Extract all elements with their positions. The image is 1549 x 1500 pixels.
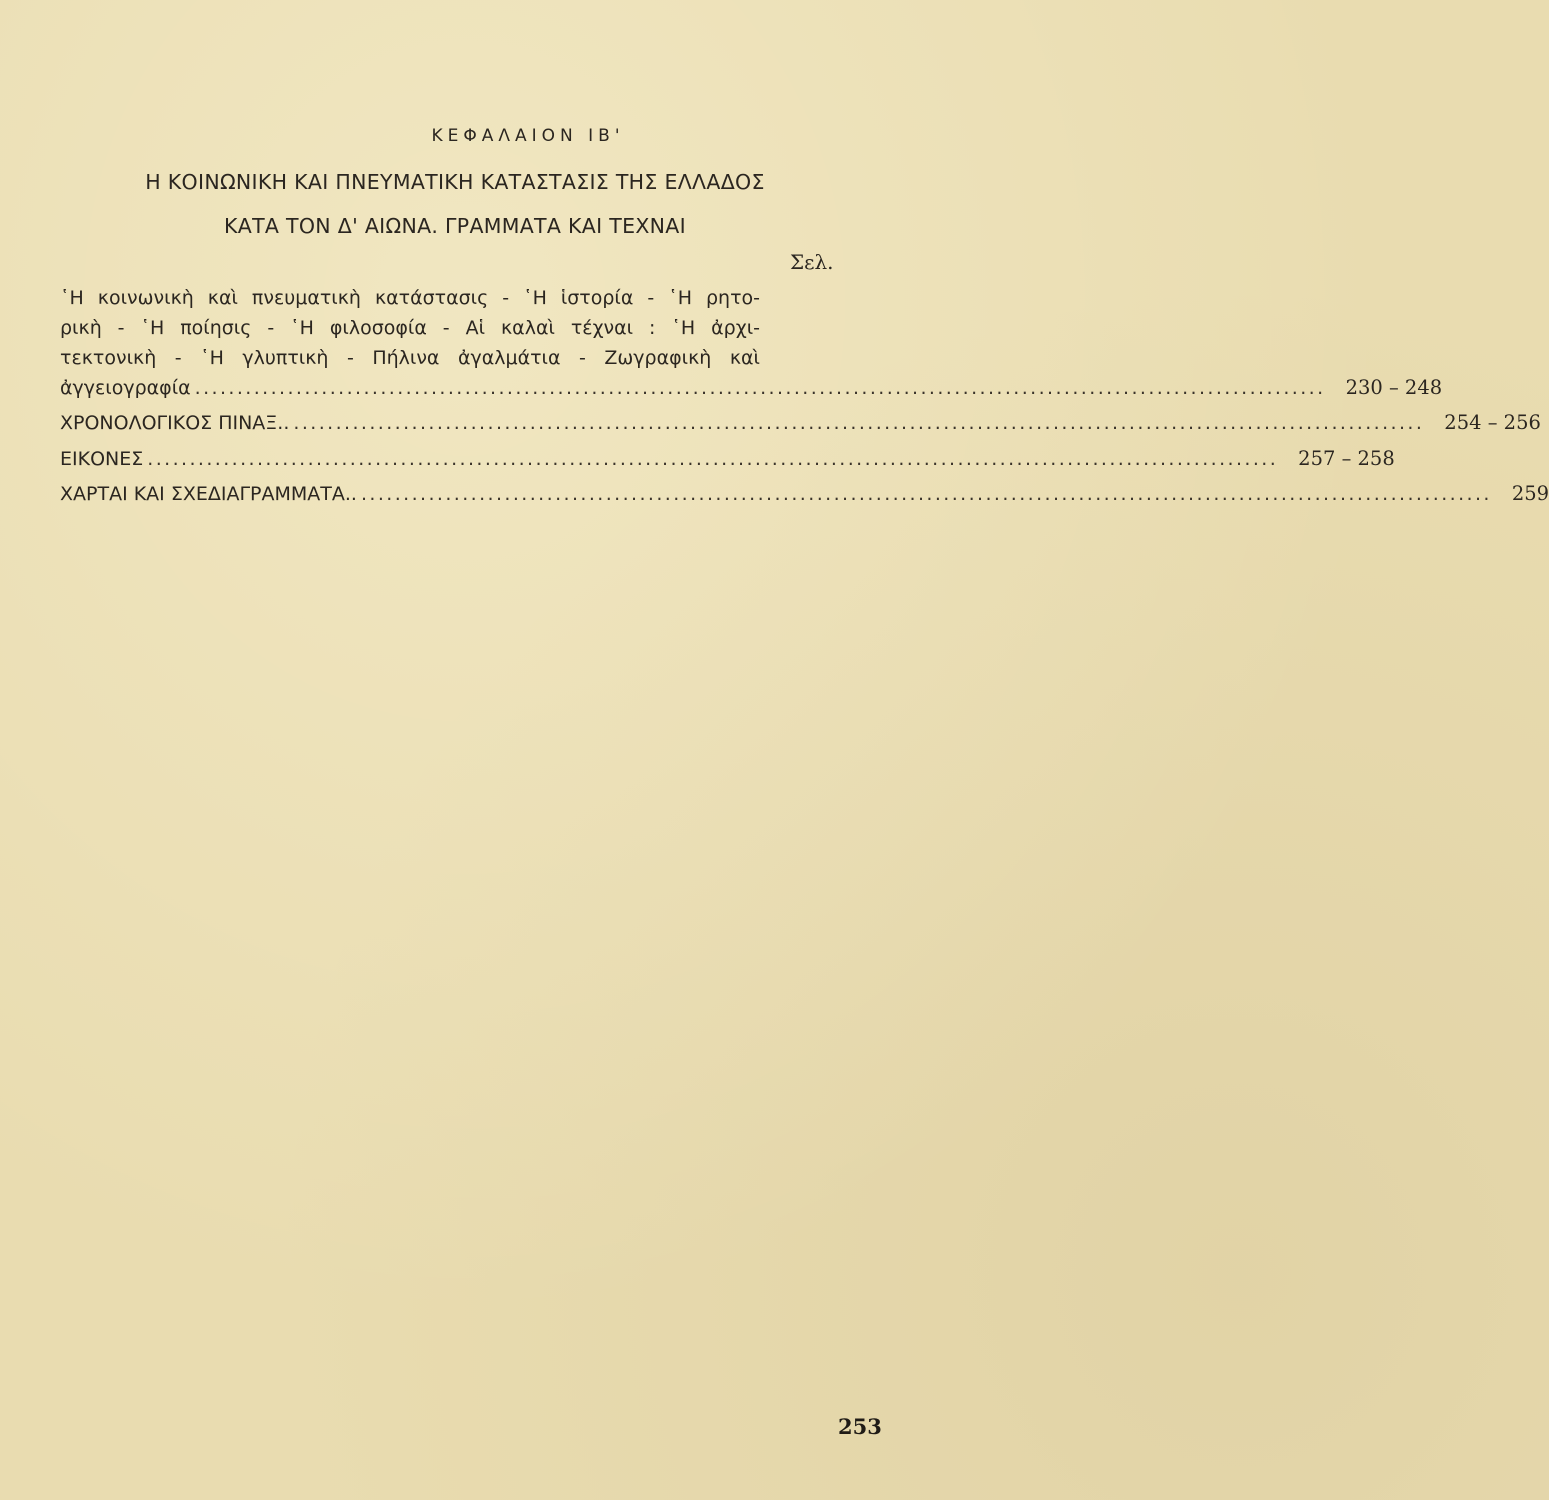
chapter-label: ΚΕΦΑΛΑΙΟΝ ΙΒ' bbox=[431, 126, 625, 146]
toc-entry-maps bbox=[60, 479, 1549, 509]
page-number: 253 bbox=[838, 1414, 882, 1439]
toc-entry-label: ΧΡΟΝΟΛΟΓΙΚΟΣ ΠΙΝΑΞ.. bbox=[60, 412, 290, 434]
description-line: ρικὴ - ῾Η ποίησις - ῾Η φιλοσοφία - Αἱ καλαὶ τέχναι : ῾Η ἀρχι- bbox=[60, 317, 760, 339]
chapter-title-line-2: ΚΑΤΑ ΤΟΝ Δ' ΑΙΩΝΑ. ΓΡΑΜΜΑΤΑ ΚΑΙ ΤΕΧΝΑΙ bbox=[224, 214, 686, 238]
toc-entry-pages: 257 – 258 bbox=[1298, 447, 1395, 470]
description-line: ῾Η κοινωνικὴ καὶ πνευματικὴ κατάστασις - ῾Η ἱστορία - ῾Η ρητο- bbox=[60, 287, 760, 309]
toc-entry-pages: 259 bbox=[1511, 482, 1549, 505]
toc-entry-label: ΕΙΚΟΝΕΣ bbox=[60, 448, 144, 470]
chapter-title-line-1: Η ΚΟΙΝΩΝΙΚΗ ΚΑΙ ΠΝΕΥΜΑΤΙΚΗ ΚΑΤΑΣΤΑΣΙΣ ΤΗΣ ΕΛΛΑΔΟΣ bbox=[145, 170, 765, 194]
toc-entry-label: ΧΑΡΤΑΙ ΚΑΙ ΣΧΕΔΙΑΓΡΑΜΜΑΤΑ.. bbox=[60, 483, 357, 505]
toc-entry-chronological-table bbox=[60, 408, 1541, 438]
toc-entry-aggeiografia bbox=[60, 373, 1443, 403]
toc-leader-dots: ...................................................................................................................................... bbox=[147, 448, 1279, 470]
toc-leader-dots: ...................................................................................................................................... bbox=[194, 377, 1326, 399]
toc-leader-dots: ...................................................................................................................................... bbox=[360, 483, 1492, 505]
toc-entry-images bbox=[60, 444, 1395, 474]
page-column-label: Σελ. bbox=[790, 250, 834, 274]
section-description bbox=[60, 283, 760, 373]
toc-entry-pages: 230 – 248 bbox=[1345, 376, 1443, 399]
toc-entry-pages: 254 – 256 bbox=[1444, 411, 1541, 434]
description-line: τεκτονικὴ - ῾Η γλυπτικὴ - Πήλινα ἀγαλμάτια - Ζωγραφικὴ καὶ bbox=[60, 347, 760, 369]
toc-leader-dots: ...................................................................................................................................... bbox=[293, 412, 1425, 434]
toc-entry-label: ἀγγειογραφία bbox=[60, 377, 191, 399]
